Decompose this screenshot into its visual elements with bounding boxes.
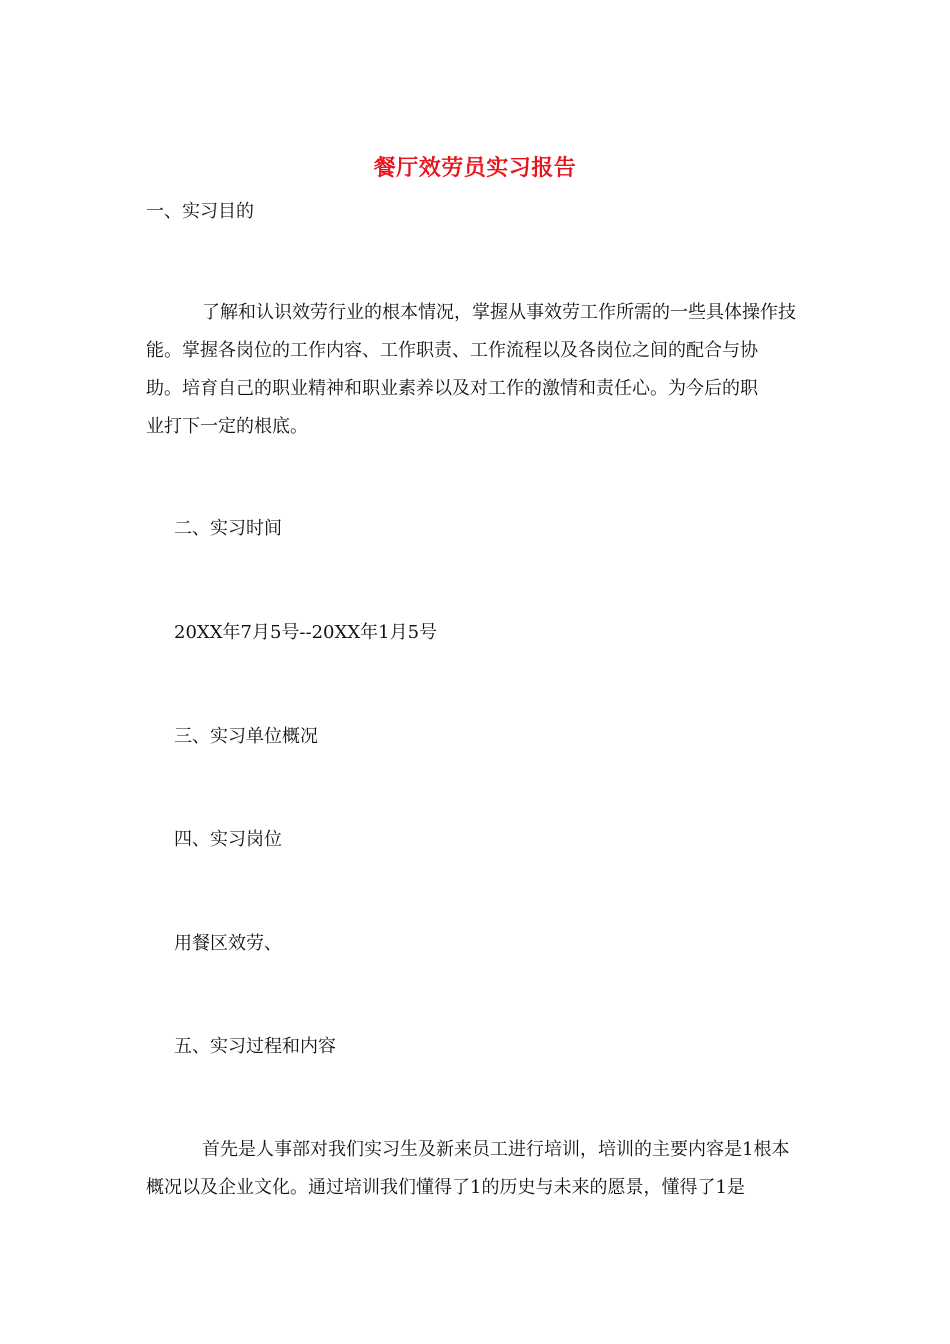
section-1-line-1: 了解和认识效劳行业的根本情况，掌握从事效劳工作所需的一些具体操作技 — [202, 302, 796, 323]
section-5-line-2: 概况以及企业文化。通过培训我们懂得了1的历史与未来的愿景，懂得了1是 — [146, 1177, 745, 1198]
section-1-line-4: 业打下一定的根底。 — [146, 416, 308, 437]
section-5-body — [146, 1131, 806, 1207]
section-1-body — [146, 294, 806, 446]
section-2-body: 20XX年7月5号--20XX年1月5号 — [174, 622, 438, 643]
section-1-line-3: 助。培育自己的职业精神和职业素养以及对工作的激情和责任心。为今后的职 — [146, 378, 758, 399]
section-4-body: 用餐区效劳、 — [174, 933, 282, 954]
section-5-heading: 五、实习过程和内容 — [174, 1036, 336, 1057]
section-2-heading: 二、实习时间 — [174, 518, 282, 539]
section-5-line-1: 首先是人事部对我们实习生及新来员工进行培训，培训的主要内容是1根本 — [202, 1139, 790, 1160]
section-4-heading: 四、实习岗位 — [174, 829, 282, 850]
document-title: 餐厅效劳员实习报告 — [373, 155, 577, 181]
section-1-heading: 一、实习目的 — [146, 201, 254, 222]
section-1-line-2: 能。掌握各岗位的工作内容、工作职责、工作流程以及各岗位之间的配合与协 — [146, 340, 758, 361]
section-3-heading: 三、实习单位概况 — [174, 726, 318, 747]
